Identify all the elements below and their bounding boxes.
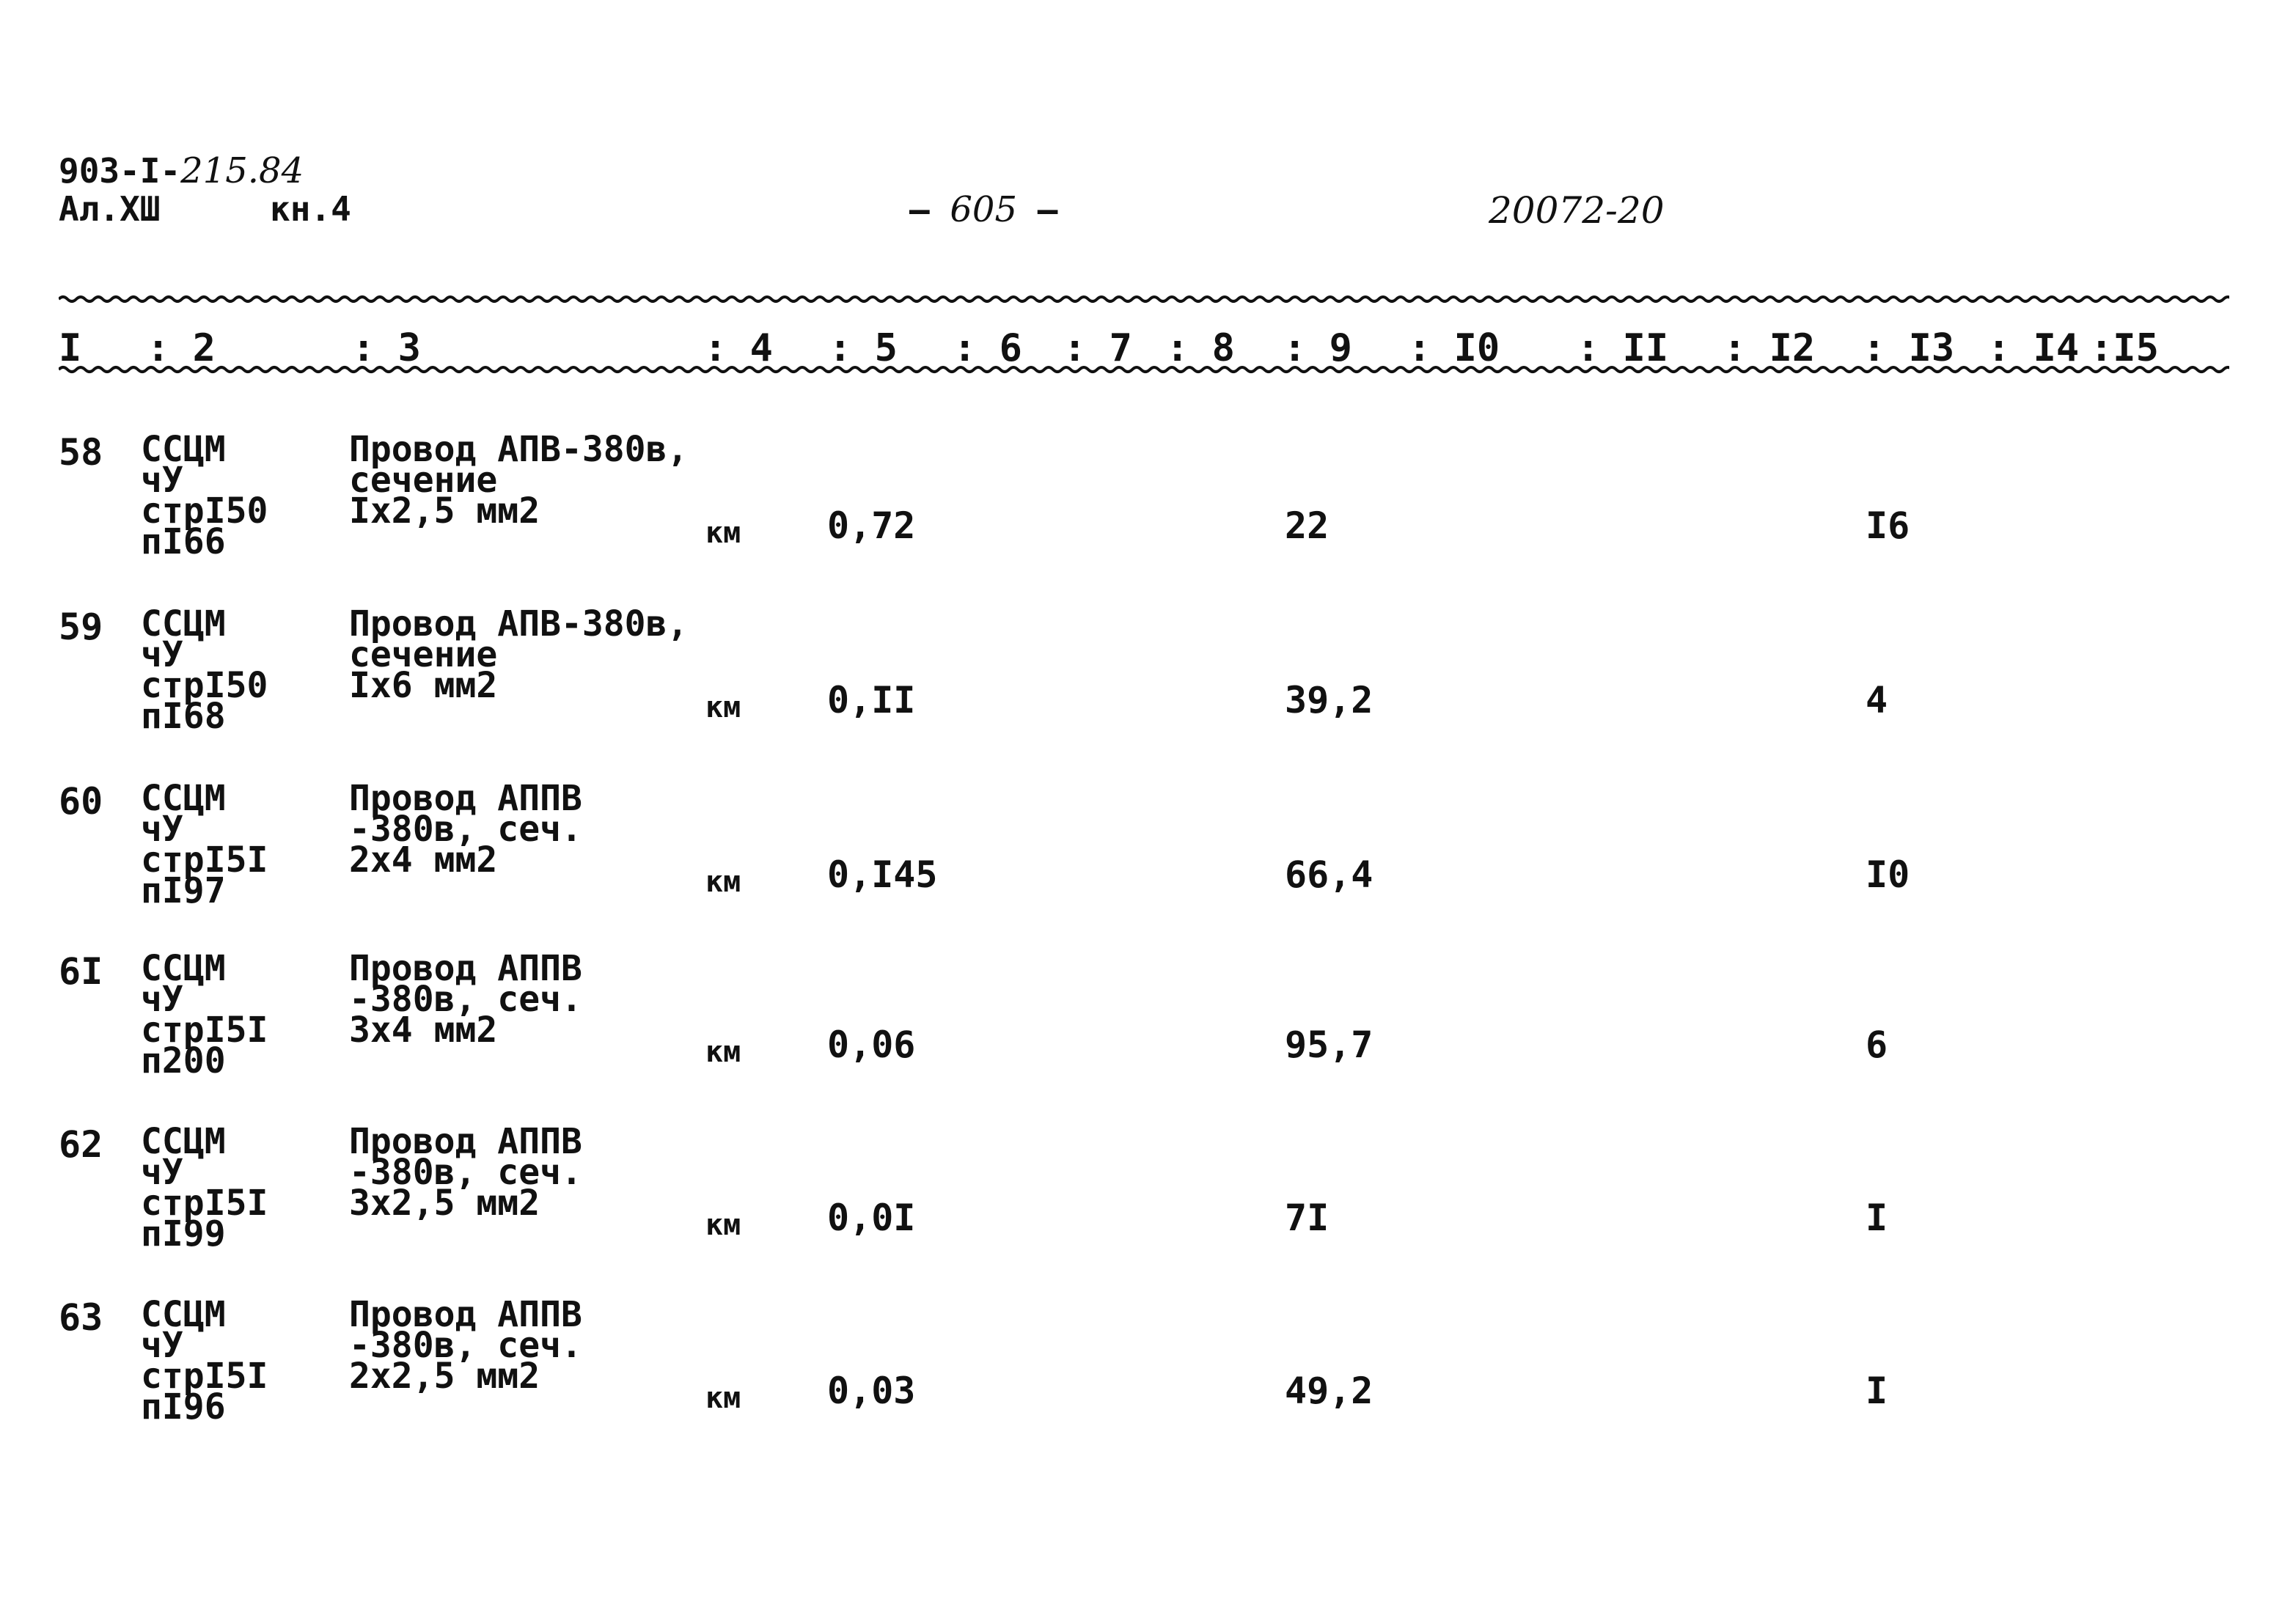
- table-row: [0, 1121, 2296, 1302]
- page-number-block: [909, 189, 1057, 230]
- rate-code-line: ССЦМ: [141, 1294, 226, 1335]
- item-description: [349, 603, 689, 706]
- table-row: [0, 429, 2296, 610]
- table-row: [0, 603, 2296, 785]
- description-line: -380в, сеч.: [349, 809, 582, 850]
- rate-code-line: стрI5I: [141, 1356, 268, 1397]
- unit-cell: км: [705, 1381, 741, 1415]
- column-header-wavy-rule: [59, 362, 2229, 377]
- album-label: Ал.ХШ: [59, 189, 161, 229]
- price-cell: 7I: [1285, 1197, 1329, 1239]
- column-number: : I3: [1863, 326, 1955, 370]
- price-cell: 66,4: [1285, 853, 1373, 896]
- book-label: кн.4: [270, 189, 351, 229]
- description-line: -380в, сеч.: [349, 979, 582, 1020]
- column-number: : II: [1577, 326, 1669, 370]
- rate-code-line: ССЦМ: [141, 429, 226, 470]
- column-number: I: [59, 326, 82, 370]
- description-line: Провод АППВ: [349, 948, 582, 989]
- rate-code-line: чУ: [141, 809, 183, 850]
- top-wavy-rule: [59, 292, 2229, 306]
- item-description: [349, 778, 582, 881]
- price-cell: 49,2: [1285, 1370, 1373, 1412]
- rate-code: [141, 1121, 268, 1254]
- page-dash-right: –: [1017, 190, 1058, 229]
- rate-code: [141, 1294, 268, 1428]
- description-line: Iх2,5 мм2: [349, 490, 540, 532]
- total-cell: I6: [1866, 504, 1910, 547]
- column-number: : I4: [1987, 326, 2080, 370]
- unit-cell: км: [705, 865, 741, 899]
- column-number: : 6: [953, 326, 1022, 370]
- rate-code-line: чУ: [141, 1325, 183, 1366]
- table-row: [0, 948, 2296, 1129]
- page-number: 605: [950, 189, 1018, 230]
- rate-code: [141, 948, 268, 1081]
- item-description: [349, 1121, 582, 1224]
- rate-code-line: стрI50: [141, 490, 268, 532]
- rate-code-line: стрI5I: [141, 1010, 268, 1051]
- rate-code: [141, 429, 268, 562]
- description-line: -380в, сеч.: [349, 1152, 582, 1193]
- item-description: [349, 429, 689, 532]
- column-number: : 7: [1063, 326, 1132, 370]
- description-line: 2х4 мм2: [349, 839, 498, 881]
- column-number: : 5: [829, 326, 898, 370]
- rate-code-line: пI68: [141, 696, 226, 737]
- rate-code-line: чУ: [141, 979, 183, 1020]
- description-line: сечение: [349, 634, 498, 675]
- description-line: Провод АППВ: [349, 1294, 582, 1335]
- description-line: Провод АПВ-380в,: [349, 603, 689, 644]
- row-number: 58: [59, 431, 103, 474]
- row-number: 63: [59, 1296, 103, 1339]
- description-line: 2х2,5 мм2: [349, 1356, 540, 1397]
- total-cell: 4: [1866, 679, 1888, 721]
- series-code-printed: 903-I-: [59, 151, 181, 191]
- series-code-handwritten: 215.84: [180, 150, 304, 191]
- unit-cell: км: [705, 516, 741, 550]
- description-line: -380в, сеч.: [349, 1325, 582, 1366]
- rate-code-line: чУ: [141, 1152, 183, 1193]
- quantity-cell: 0,I45: [827, 853, 938, 896]
- column-number: : 8: [1166, 326, 1235, 370]
- rate-code-line: п200: [141, 1040, 226, 1081]
- column-number: : 3: [352, 326, 421, 370]
- column-number: : 4: [704, 326, 773, 370]
- unit-cell: км: [705, 1035, 741, 1069]
- quantity-cell: 0,03: [827, 1370, 916, 1412]
- rate-code-line: ССЦМ: [141, 1121, 226, 1162]
- quantity-cell: 0,II: [827, 679, 916, 721]
- column-number: : I0: [1408, 326, 1500, 370]
- item-description: [349, 1294, 582, 1397]
- rate-code-line: чУ: [141, 460, 183, 501]
- rate-code: [141, 778, 268, 911]
- description-line: Провод АПВ-380в,: [349, 429, 689, 470]
- description-line: Iх6 мм2: [349, 665, 498, 706]
- total-cell: I: [1866, 1370, 1888, 1412]
- rate-code-line: ССЦМ: [141, 948, 226, 989]
- row-number: 6I: [59, 950, 103, 993]
- column-number: : I2: [1723, 326, 1816, 370]
- description-line: Провод АППВ: [349, 778, 582, 819]
- description-line: 3х2,5 мм2: [349, 1183, 540, 1224]
- rate-code-line: пI97: [141, 870, 226, 911]
- unit-cell: км: [705, 1208, 741, 1242]
- document-number: 20072-20: [1489, 189, 1665, 232]
- rate-code-line: чУ: [141, 634, 183, 675]
- row-number: 62: [59, 1123, 103, 1166]
- description-line: сечение: [349, 460, 498, 501]
- total-cell: I0: [1866, 853, 1910, 896]
- column-number: : 9: [1283, 326, 1352, 370]
- quantity-cell: 0,72: [827, 504, 916, 547]
- rate-code-line: ССЦМ: [141, 778, 226, 819]
- total-cell: 6: [1866, 1024, 1888, 1066]
- unit-cell: км: [705, 691, 741, 724]
- rate-code-line: стрI50: [141, 665, 268, 706]
- total-cell: I: [1866, 1197, 1888, 1239]
- column-number: :I5: [2090, 326, 2159, 370]
- rate-code-line: стрI5I: [141, 839, 268, 881]
- page-dash-left: –: [909, 190, 950, 229]
- row-number: 60: [59, 780, 103, 823]
- table-row: [0, 1294, 2296, 1475]
- quantity-cell: 0,06: [827, 1024, 916, 1066]
- item-description: [349, 948, 582, 1051]
- description-line: Провод АППВ: [349, 1121, 582, 1162]
- rate-code-line: стрI5I: [141, 1183, 268, 1224]
- price-cell: 39,2: [1285, 679, 1373, 721]
- price-cell: 22: [1285, 504, 1329, 547]
- quantity-cell: 0,0I: [827, 1197, 916, 1239]
- column-number: : 2: [147, 326, 216, 370]
- rate-code-line: пI66: [141, 521, 226, 562]
- rate-code-line: ССЦМ: [141, 603, 226, 644]
- row-number: 59: [59, 606, 103, 648]
- rate-code-line: пI99: [141, 1213, 226, 1254]
- series-code: [59, 150, 304, 191]
- table-row: [0, 778, 2296, 959]
- price-cell: 95,7: [1285, 1024, 1373, 1066]
- description-line: 3х4 мм2: [349, 1010, 498, 1051]
- rate-code-line: пI96: [141, 1386, 226, 1428]
- rate-code: [141, 603, 268, 737]
